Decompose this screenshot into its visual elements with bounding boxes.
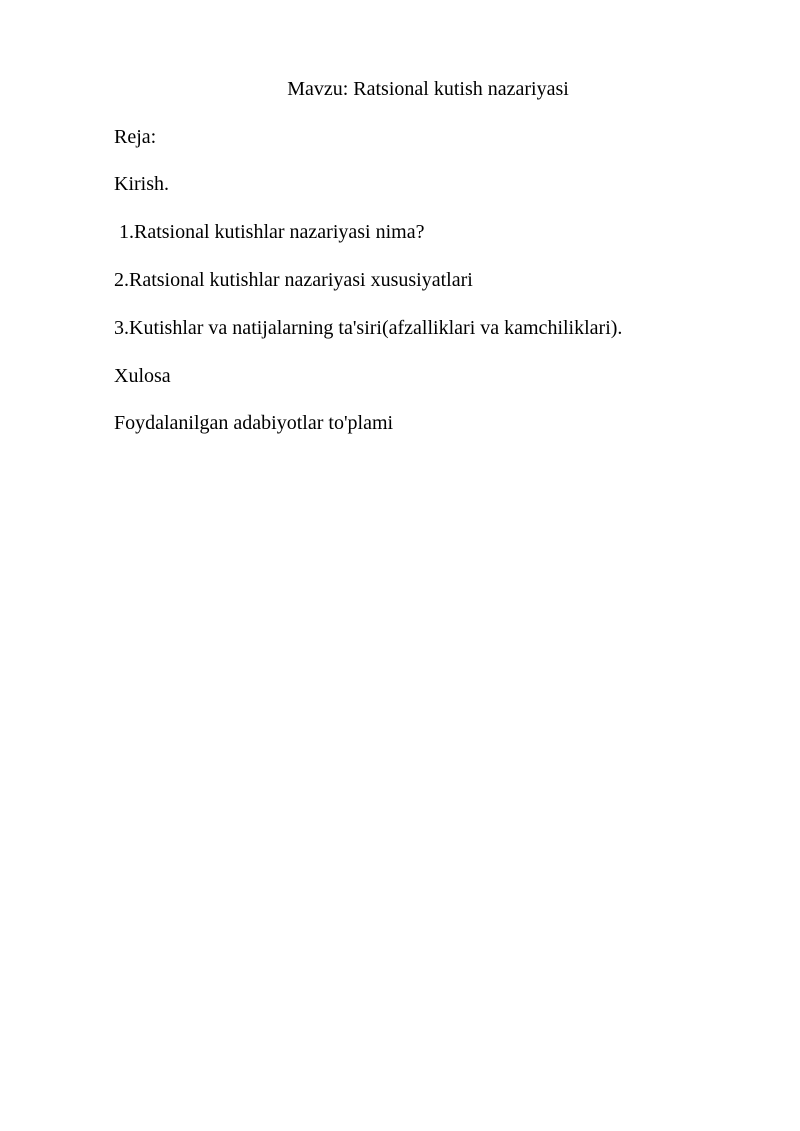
plan-item-3: 3.Kutishlar va natijalarning ta'siri(afzalliklari va kamchiliklari).	[114, 317, 623, 339]
plan-item-1: 1.Ratsional kutishlar nazariyasi nima?	[114, 221, 425, 243]
intro-item: Kirish.	[114, 173, 169, 195]
references-item: Foydalanilgan adabiyotlar to'plami	[114, 412, 394, 434]
document-title: Mavzu: Ratsional kutish nazariyasi	[287, 78, 569, 100]
plan-label: Reja:	[114, 126, 157, 148]
conclusion-item: Xulosa	[114, 365, 171, 387]
plan-item-2: 2.Ratsional kutishlar nazariyasi xususiyatlari	[114, 269, 473, 291]
